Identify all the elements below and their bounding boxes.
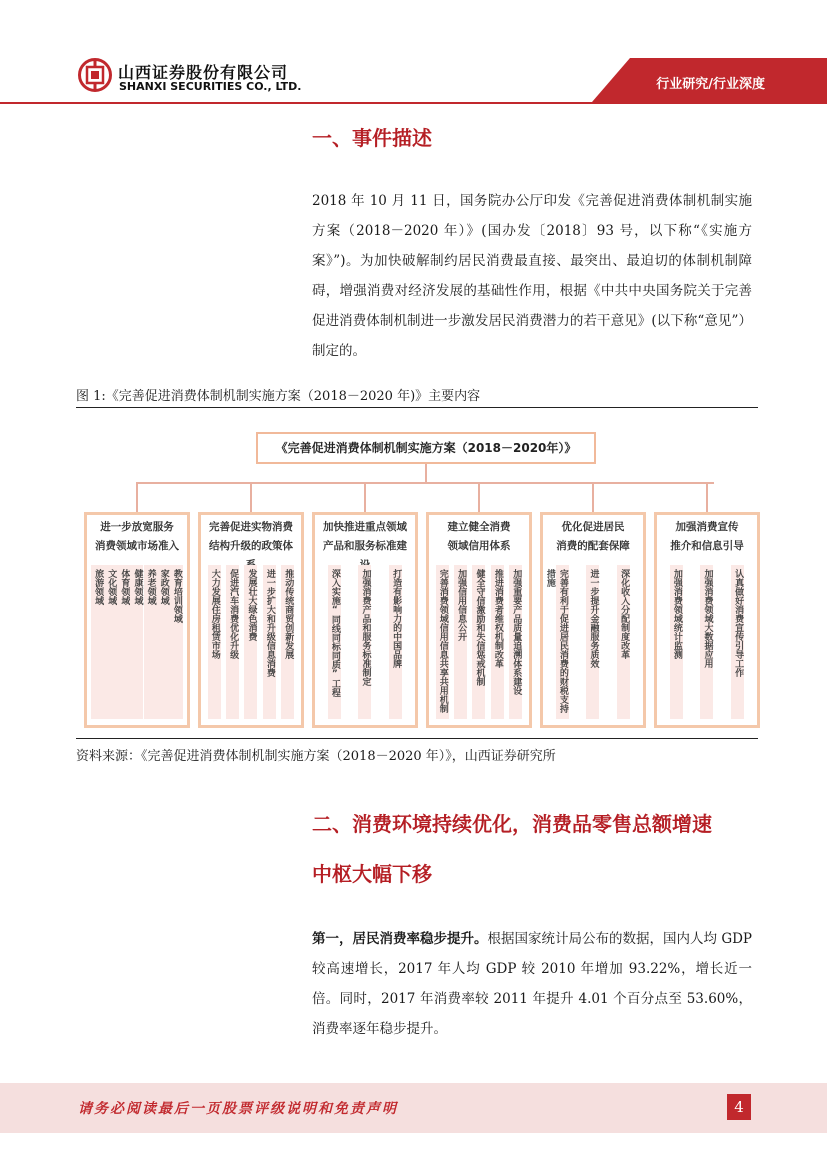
diagram-column-items [319,565,411,719]
diagram-item-label: 打造有影响力的中国品牌 [391,569,402,668]
diagram-item [731,565,744,719]
diagram-item-label: 旅游领域 [93,569,104,605]
diagram-item [491,565,504,719]
diagram-column-heading [661,518,753,556]
diagram-item-label: 体育领域 [119,569,130,605]
diagram-column [198,512,304,728]
company-logo-icon [78,58,112,92]
diagram-connector [592,482,594,512]
diagram-item [472,565,485,719]
diagram-column-heading-line1: 加强消费宣传 [675,521,739,533]
diagram-column-heading [319,518,411,556]
diagram-item [617,565,630,719]
diagram-item [670,565,683,719]
diagram-column-items [205,565,297,719]
section2-title-line1: 二、消费环境持续优化，消费品零售总额增速 [312,812,712,836]
diagram-connector [250,482,252,512]
diagram-column [654,512,760,728]
figure-diagram [76,418,758,738]
diagram-column-heading-line2: 结构升级的政策体 [209,540,293,552]
diagram-item [358,565,371,719]
diagram-item [281,565,294,719]
diagram-item [130,565,143,719]
diagram-item-label: 进一步扩大和升级信息消费 [264,569,275,677]
page-header [0,0,827,110]
diagram-item-label: 完善消费领域信用信息共享共用机制 [437,569,448,713]
figure-top-rule [76,407,758,408]
diagram-item [244,565,257,719]
diagram-root-box: 《完善促进消费体制机制实施方案（2018－2020年）》 [256,432,596,464]
diagram-column-heading-line2: 推介和信息引导 [670,540,744,552]
diagram-column-items [661,565,753,719]
company-name-cn: 山西证券股份有限公司 [118,63,289,82]
section2-text: 根据国家统计局公布的数据，国内人均 GDP 较高速增长，2017 年人均 GDP 较 2010 年增加 93.22%，增长近一倍。同时，2017 年消费率较 2011 年提升 4.01 个百分点至 53.60%，消费率逐年稳步提升。 [312,931,753,1037]
diagram-item-label: 家政领域 [158,569,169,605]
section2-lead: 第一，居民消费率稳步提升。 [312,931,488,947]
company-name-en: SHANXI SECURITIES CO., LTD. [119,80,302,93]
diagram-column-items [544,565,639,719]
diagram-item-label: 加强消费领域统计监测 [671,569,682,659]
section1-text: 2018 年 10 月 11 日，国务院办公厅印发《完善促进消费体制机制实施方案（2018－2020 年）》(国办发〔2018〕93 号，以下称“《实施方案》”)。为加快破解制约居民消费最直接、最突出、最迫切的体制机制障碍，增强消费对经济发展的基础性作用，根据《中共中央国务院关于完善促进消费体制机制进一步激发居民消费潜力的若干意见》(以下称“意见”）制定的。 [312,193,752,359]
diagram-item [263,565,276,719]
diagram-item-label: 深化收入分配制度改革 [619,569,630,659]
figure-caption: 图 1:《完善促进消费体制机制实施方案（2018－2020 年)》主要内容 [76,389,481,404]
diagram-item-label: 教育培训领域 [171,569,182,623]
diagram-item [208,565,221,719]
diagram-connector [425,464,427,482]
diagram-item [144,565,157,719]
diagram-item-label: 文化领域 [106,569,117,605]
diagram-column-heading-line2: 消费领域市场准入 [95,540,179,552]
header-divider [0,102,827,104]
diagram-column-heading-line2: 领域信用体系 [447,540,511,552]
diagram-item [509,565,522,719]
diagram-item [170,565,183,719]
diagram-item [544,565,569,719]
figure-bottom-rule [76,738,758,739]
diagram-column [540,512,646,728]
diagram-item-label: 加强重要产品质量追溯体系建设 [511,569,522,695]
diagram-connector [706,482,708,512]
section2-paragraph [312,924,752,1044]
diagram-item [117,565,130,719]
page-number: 4 [727,1094,751,1120]
diagram-item-label: 推动传统商贸创新发展 [283,569,294,659]
figure-source: 资料来源：《完善促进消费体制机制实施方案（2018－2020 年）》，山西证券研究所 [76,749,556,764]
diagram-item-label: 认真做好消费宣传引导工作 [733,569,744,677]
diagram-item-label: 促进汽车消费优化升级 [228,569,239,659]
diagram-item-label: 进一步提升金融服务质效 [588,569,599,668]
diagram-item [389,565,402,719]
diagram-item-label: 加强消费领域大数据应用 [702,569,713,668]
diagram-item [328,565,341,719]
diagram-column-heading [205,518,297,556]
diagram-column [312,512,418,728]
diagram-item [104,565,117,719]
diagram-column [426,512,532,728]
diagram-column-heading-line2: 消费的配套保障 [556,540,630,552]
diagram-connector [136,482,138,512]
diagram-item-label: 健全守信激励和失信惩戒机制 [474,569,485,686]
diagram-column-heading [547,518,639,556]
diagram-item [700,565,713,719]
diagram-item [157,565,170,719]
report-category: 行业研究/行业深度 [656,77,765,92]
diagram-column-items [433,565,525,719]
section2-title-line2: 中枢大幅下移 [312,862,432,886]
diagram-item [436,565,449,719]
diagram-connector [138,482,714,484]
section1-paragraph [312,186,752,366]
diagram-item-label: 发展壮大绿色消费 [246,569,257,641]
diagram-item-label: 完善有利于促进居民消费的财税支持措施 [544,569,568,713]
diagram-column-heading-line2: 产品和服务标准建 [323,540,407,552]
diagram-item-label: 健康领域 [132,569,143,605]
diagram-item [586,565,599,719]
diagram-connector [478,482,480,512]
diagram-column-heading-line1: 完善促进实物消费 [209,521,293,533]
diagram-item-label: 大力发展住房租赁市场 [209,569,220,659]
diagram-column-items [91,565,183,719]
diagram-item-label: 加强信用信息公开 [456,569,467,641]
disclaimer-text: 请务必阅读最后一页股票评级说明和免责声明 [78,1101,398,1117]
diagram-column-heading [433,518,525,556]
diagram-item-label: 深入实施“同线同标同质”工程 [329,569,340,697]
diagram-item [454,565,467,719]
section1-title: 一、事件描述 [312,126,432,150]
diagram-connector [364,482,366,512]
diagram-column-heading-line1: 建立健全消费 [447,521,511,533]
diagram-item-label: 加强消费产品和服务标准制定 [360,569,371,686]
diagram-item-label: 养老领域 [145,569,156,605]
diagram-column-heading [91,518,183,556]
diagram-item [226,565,239,719]
diagram-column [84,512,190,728]
diagram-item-label: 推进消费者维权机制改革 [492,569,503,668]
diagram-column-heading-line1: 加快推进重点领域 [323,521,407,533]
diagram-column-heading-line1: 进一步放宽服务 [100,521,174,533]
diagram-column-heading-line1: 优化促进居民 [561,521,625,533]
diagram-item [91,565,104,719]
